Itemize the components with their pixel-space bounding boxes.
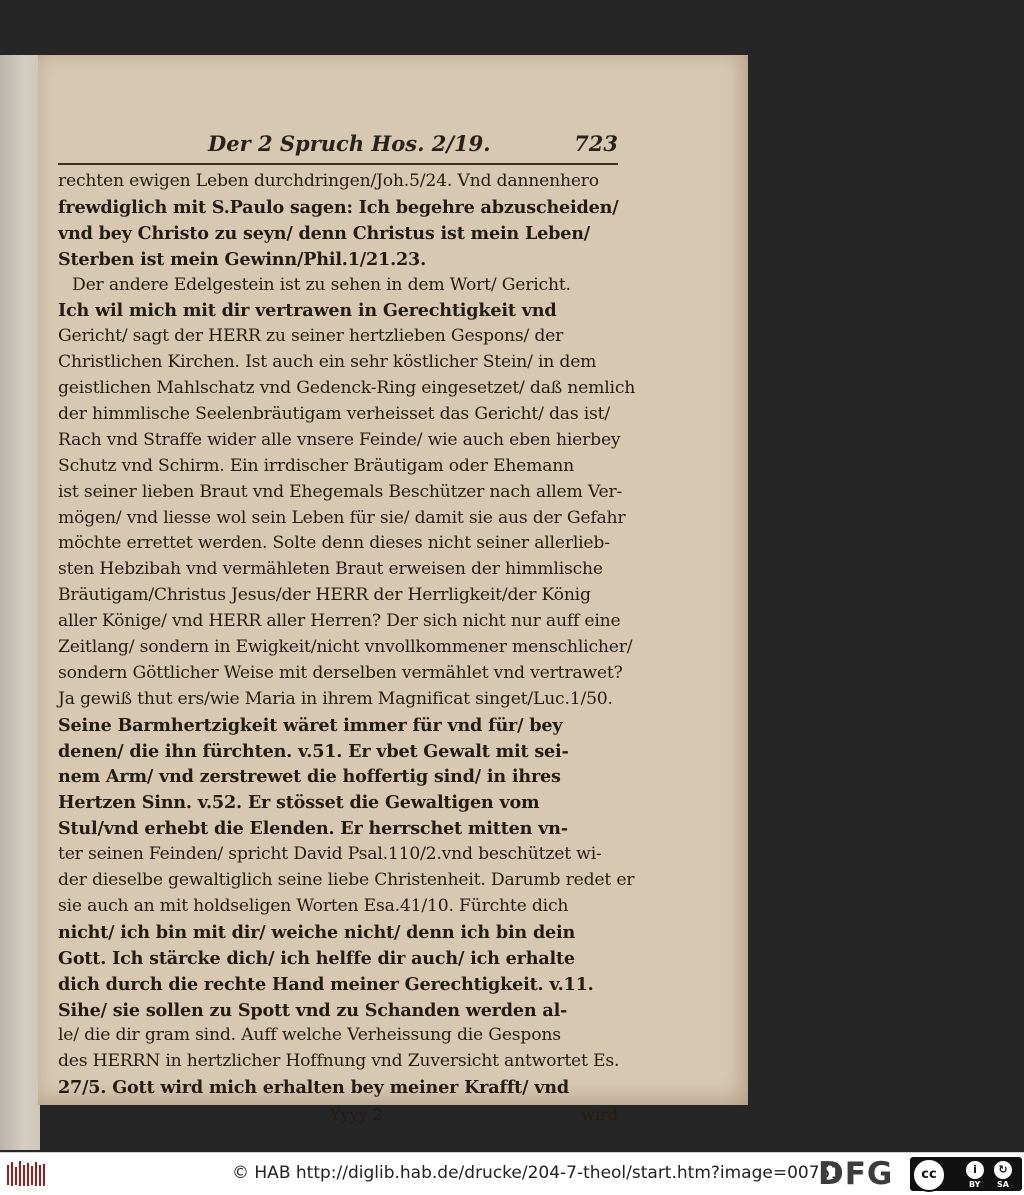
text-line: Hertzen Sinn. v.52. Er stösset die Gewaltigen vom (58, 792, 540, 814)
running-head (58, 129, 618, 165)
creative-commons-icon: cc (912, 1158, 946, 1192)
text-line: sten Hebzibah vnd vermähleten Braut erweisen der himmlische (58, 559, 603, 580)
dfg-logo[interactable]: DFG (818, 1156, 894, 1192)
text-line: ter seinen Feinden/ spricht David Psal.110/2.vnd beschützet wi- (58, 844, 602, 865)
footer-bar (0, 1152, 1024, 1195)
text-line: sie auch an mit holdseligen Worten Esa.41/10. Fürchte dich (58, 895, 569, 916)
text-line: Ja gewiß thut ers/wie Maria in ihrem Magnificat singet/Luc.1/50. (58, 688, 613, 709)
text-line: Der andere Edelgestein ist zu sehen in dem Wort/ Gericht. (72, 274, 571, 295)
text-line: denen/ die ihn fürchten. v.51. Er vbet Gewalt mit sei- (58, 740, 569, 762)
text-line: rechten ewigen Leben durchdringen/Joh.5/24. Vnd dannenhero (58, 171, 599, 191)
text-line: frewdiglich mit S.Paulo sagen: Ich begehre abzuscheiden/ (58, 196, 619, 218)
text-line: der himmlische Seelenbräutigam verheisset das Gericht/ das ist/ (58, 404, 610, 425)
text-line: Sihe/ sie sollen zu Spott vnd zu Schanden werden al- (58, 999, 568, 1021)
previous-page-edge (0, 55, 40, 1150)
running-head-title: Der 2 Spruch Hos. 2/19. (208, 131, 491, 156)
text-line: geistlichen Mahlschatz vnd Gedenck-Ring eingesetzet/ daß nemlich (58, 378, 636, 399)
text-line: Rach vnd Straffe wider alle vnsere Feinde/ wie auch eben hierbey (58, 429, 621, 450)
text-line: le/ die dir gram sind. Auff welche Verheissung die Gespons (58, 1025, 561, 1046)
text-line: Zeitlang/ sondern in Ewigkeit/nicht vnvollkommener menschlicher/ (58, 637, 633, 658)
text-line: ist seiner lieben Braut vnd Ehegemals Beschützer nach allem Ver- (58, 481, 623, 502)
text-line: Ich wil mich mit dir vertrawen in Gerechtigkeit vnd (58, 300, 557, 322)
text-line: 27/5. Gott wird mich erhalten bey meiner Krafft/ vnd (58, 1077, 569, 1099)
hab-logo-icon[interactable] (6, 1159, 48, 1189)
text-line: nicht/ ich bin mit dir/ weiche nicht/ denn ich bin dein (58, 921, 576, 943)
page-content (58, 129, 636, 1131)
page-number: 723 (574, 131, 618, 156)
text-line: der dieselbe gewaltiglich seine liebe Christenheit. Darumb redet er (58, 870, 635, 891)
attribution-icon: i (966, 1161, 984, 1179)
text-line: Schutz vnd Schirm. Ein irrdischer Bräutigam oder Ehemann (58, 455, 575, 476)
cc-by-sa-license-badge[interactable] (910, 1157, 1022, 1191)
text-line: nem Arm/ vnd zerstrewet die hoffertig sind/ in ihres (58, 766, 561, 788)
catchline (58, 1103, 618, 1131)
text-line: Stul/vnd erhebt die Elenden. Er herrschet mitten vn- (58, 818, 568, 840)
text-line: Christlichen Kirchen. Ist auch ein sehr köstlicher Stein/ in dem (58, 352, 597, 373)
text-line: Sterben ist mein Gewinn/Phil.1/21.23. (58, 248, 427, 270)
copyright-link[interactable]: © HAB http://diglib.hab.de/drucke/204-7-theol/start.htm?image=00751 (232, 1163, 842, 1183)
text-line: sondern Göttlicher Weise mit derselben vermählet vnd vertrawet? (58, 662, 623, 683)
text-line: mögen/ vnd liesse wol sein Leben für sie/ damit sie aus der Gefahr (58, 507, 626, 528)
text-line: Gott. Ich stärcke dich/ ich helffe dir auch/ ich erhalte (58, 947, 575, 969)
catchword: wird (581, 1105, 618, 1125)
text-line: Gericht/ sagt der HERR zu seiner hertzlieben Gespons/ der (58, 326, 564, 347)
scanned-page (38, 55, 748, 1125)
share-alike-icon: ↻ (994, 1161, 1012, 1179)
text-body (58, 169, 636, 1101)
text-line: des HERRN in hertzlicher Hoffnung vnd Zuversicht antwortet Es. (58, 1051, 620, 1072)
text-line: dich durch die rechte Hand meiner Gerechtigkeit. v.11. (58, 973, 594, 995)
text-line: aller Könige/ vnd HERR aller Herren? Der sich nicht nur auff eine (58, 611, 621, 632)
text-line: vnd bey Christo zu seyn/ denn Christus ist mein Leben/ (58, 222, 591, 244)
text-line: möchte errettet werden. Solte denn dieses nicht seiner allerlieb- (58, 533, 610, 554)
signature-mark: Yyyy 2 (330, 1105, 383, 1125)
sa-label: SA (997, 1180, 1009, 1189)
by-label: BY (969, 1180, 981, 1189)
text-line: Bräutigam/Christus Jesus/der HERR der Herrligkeit/der König (58, 585, 591, 606)
text-line: Seine Barmhertzigkeit wäret immer für vnd für/ bey (58, 714, 563, 736)
